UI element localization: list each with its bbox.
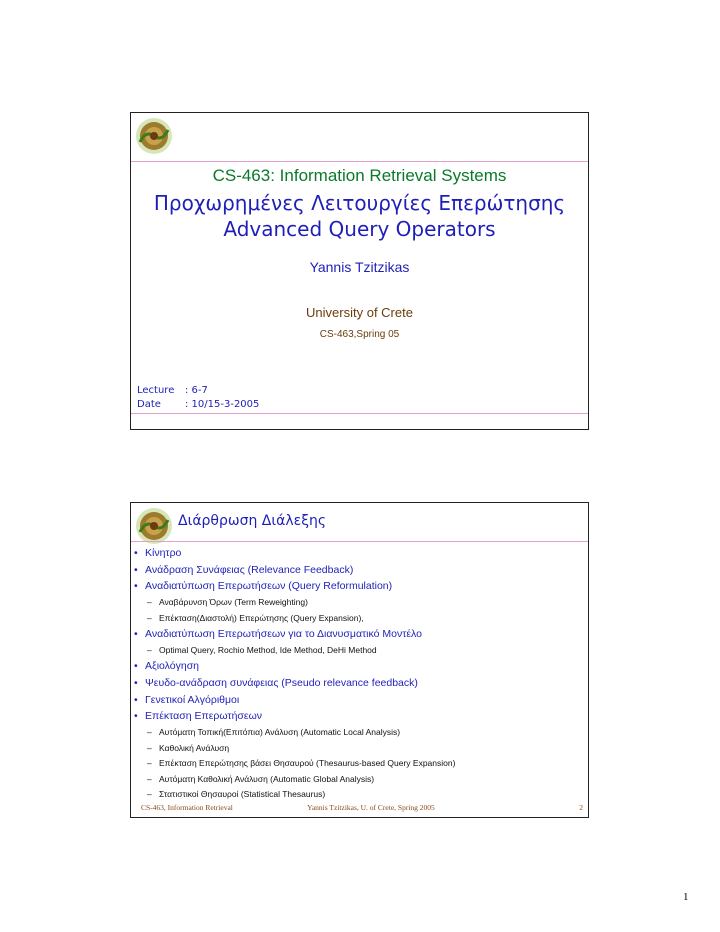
title-slide [130,112,589,430]
footer-middle: Yannis Tzitzikas, U. of Crete, Spring 2005 [307,803,435,812]
outline-item: • Κίνητρο [131,545,588,562]
outline-subitem: – Στατιστικοί Θησαυροί (Statistical Thesaurus) [131,787,588,803]
outline-item: • Αναδιατύπωση Επερωτήσεων (Query Reformulation) [131,578,588,595]
header-divider [131,541,588,542]
outline-item: • Ψευδο-ανάδραση συνάφειας (Pseudo relevance feedback) [131,675,588,692]
footer-divider [131,413,588,414]
footer-page-number: 2 [579,803,583,812]
outline-title: Διάρθρωση Διάλεξης [178,513,327,529]
course-term: CS-463,Spring 05 [319,329,400,340]
outline-item: • Αξιολόγηση [131,658,588,675]
outline-item: • Αναδιατύπωση Επερωτήσεων για το Διανυσματικό Μοντέλο [131,626,588,643]
outline-subitem: – Αυτόματη Καθολική Ανάλυση (Automatic Global Analysis) [131,772,588,788]
outline-item: • Επέκταση Επερωτήσεων [131,708,588,725]
date-line [137,399,259,410]
outline-subitem: – Επέκταση Επερώτησης βάσει Θησαυρού (Thesaurus-based Query Expansion) [131,756,588,772]
outline-slide [130,502,589,818]
author-name: Yannis Tzitzikas [309,259,410,275]
outline-subitem: – Επέκταση(Διαστολή) Επερώτησης (Query Expansion), [131,611,588,627]
university-name: University of Crete [306,305,413,320]
title-greek: Προχωρημένες Λειτουργίες Επερώτησης [153,191,566,215]
course-title: CS-463: Information Retrieval Systems [212,166,507,185]
outline-item: • Ανάδραση Συνάφειας (Relevance Feedback) [131,562,588,579]
page-number: 1 [683,891,689,903]
lecture-value: : 6-7 [185,385,208,396]
university-logo-icon [134,506,174,546]
lecture-line [137,385,208,396]
lecture-label: Lecture [137,385,175,396]
date-value: : 10/15-3-2005 [185,399,260,410]
university-logo-icon [134,116,174,156]
outline-subitem: – Αυτόματη Τοπική(Επιτόπια) Ανάλυση (Automatic Local Analysis) [131,725,588,741]
outline-list [131,545,588,803]
outline-item: • Γενετικοί Αλγόριθμοι [131,692,588,709]
header-divider [131,161,588,162]
title-english: Advanced Query Operators [223,217,496,241]
outline-subitem: – Αναβάρυνση Όρων (Term Reweighting) [131,595,588,611]
date-label: Date [137,399,161,410]
outline-subitem: – Optimal Query, Rochio Method, Ide Method, DeHi Method [131,643,588,659]
outline-subitem: – Καθολική Ανάλυση [131,741,588,757]
footer-left: CS-463, Information Retrieval [141,803,233,812]
